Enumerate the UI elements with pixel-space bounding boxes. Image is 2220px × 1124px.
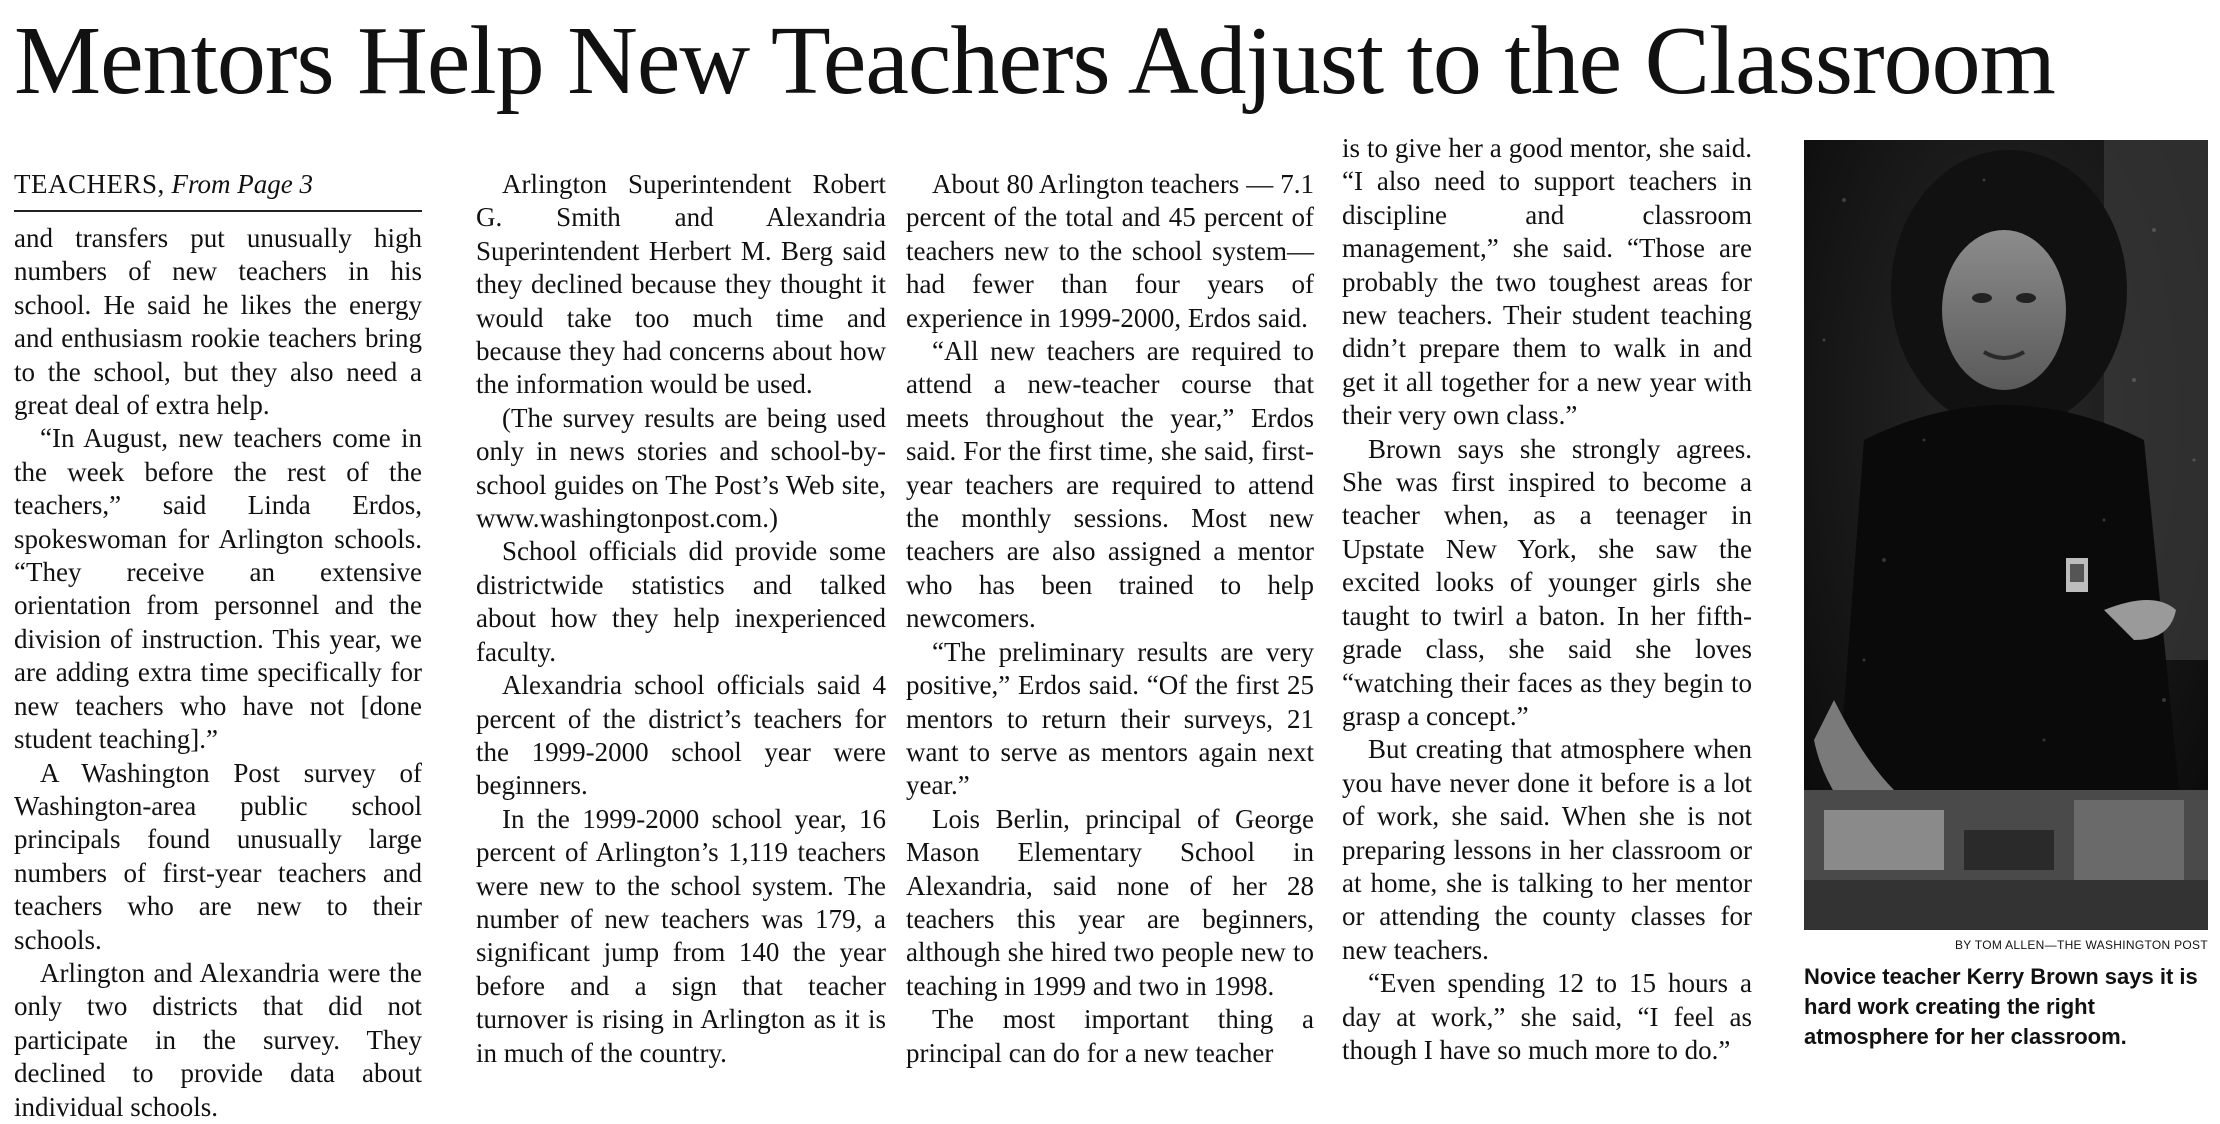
paragraph: “All new teachers are required to attend a new-teacher course that meets throughout the year,” Erdos said. For the first time, she said, first-year teachers are required to attend the monthly sessions. Most new teachers are also assigned a mentor who has been trained to help newcomers. (906, 336, 1314, 634)
teacher-photo-graphic (1804, 140, 2208, 930)
teacher-photo (1804, 140, 2208, 930)
article-column-2 (476, 168, 886, 1070)
photo-caption: Novice teacher Kerry Brown says it is hard work creating the right atmosphere for her classroom. (1804, 964, 2198, 1049)
paragraph: “Even spending 12 to 15 hours a day at work,” she said, “I feel as though I have so much more to do.” (1342, 968, 1752, 1065)
photo-credit: BY TOM ALLEN—THE WASHINGTON POST (1955, 938, 2208, 952)
paragraph: About 80 Arlington teachers — 7.1 percent of the total and 45 percent of teachers new to the school system—had fewer than four years of experience in 1999-2000, Erdos said. (906, 169, 1314, 333)
paragraph: Alexandria school officials said 4 percent of the district’s teachers for the 1999-2000 school year were beginners. (476, 670, 886, 801)
paragraph: Lois Berlin, principal of George Mason Elementary School in Alexandria, said none of her 28 teachers this year are beginners, although she hired two people new to teaching in 1999 and two in 1998. (906, 803, 1314, 1001)
paragraph: In the 1999-2000 school year, 16 percent of Arlington’s 1,119 teachers were new to the school system. The number of new teachers was 179, a significant jump from 140 the year before and a sign that teacher turnover is rising in Arlington as it is in much of the country. (476, 803, 886, 1068)
paragraph: Arlington and Alexandria were the only two districts that did not participate in the survey. They declined to provide data about individual schools. (14, 957, 422, 1122)
paragraph: A Washington Post survey of Washington-area public school principals found unusually large numbers of first-year teachers and teachers who are new to their schools. (14, 757, 422, 955)
paragraph: is to give her a good mentor, she said. “I also need to support teachers in discipline and classroom management,” she said. “Those are probably the two toughest areas for new teachers. Their student teaching didn’t prepare them to walk in and get it all together for a new year with their very own class.” (1342, 133, 1752, 431)
headline: Mentors Help New Teachers Adjust to the Classroom (14, 7, 2055, 115)
paragraph: Arlington Superintendent Robert G. Smith and Alexandria Superintendent Herbert M. Berg said they declined because they thought it would take too much time and because they had concerns about how the information would be used. (476, 169, 886, 400)
paragraph: School officials did provide some districtwide statistics and talked about how they help inexperienced faculty. (476, 536, 886, 667)
paragraph: (The survey results are being used only in news stories and school-by-school guides on The Post’s Web site, www.washingtonpost.com.) (476, 402, 886, 534)
jump-from: From Page 3 (171, 169, 313, 199)
paragraph: “The preliminary results are very positive,” Erdos said. “Of the first 25 mentors to return their surveys, 21 want to serve as mentors again next year.” (906, 636, 1314, 801)
paragraph: But creating that atmosphere when you have never done it before is a lot of work, she said. When she is not preparing lessons in her classroom or at home, she is talking to her mentor or attending the county classes for new teachers. (1342, 734, 1752, 965)
paragraph: and transfers put unusually high numbers of new teachers in his school. He said he likes the energy and enthusiasm rookie teachers bring to the school, but they also need a great deal of extra help. (14, 223, 422, 421)
article-column-3 (906, 168, 1314, 1070)
article-column-1 (14, 222, 422, 1124)
paragraph: The most important thing a principal can do for a new teacher (906, 1004, 1314, 1068)
paragraph: Brown says she strongly agrees. She was first inspired to become a teacher when, as a teenager in Upstate New York, she saw the excited looks of younger girls she taught to twirl a baton. In her fifth-grade class, she said she loves “watching their faces as they begin to grasp a concept.” (1342, 433, 1752, 731)
article-column-4 (1342, 132, 1752, 1067)
paragraph: “In August, new teachers come in the week before the rest of the teachers,” said Linda Erdos, spokeswoman for Arlington schools. “They receive an extensive orientation from personnel and the division of instruction. This year, we are adding extra time specifically for new teachers who have not [done student teaching].” (14, 423, 422, 755)
jump-rule (14, 210, 422, 212)
jump-label: TEACHERS, (14, 169, 165, 199)
jump-line (14, 168, 422, 201)
